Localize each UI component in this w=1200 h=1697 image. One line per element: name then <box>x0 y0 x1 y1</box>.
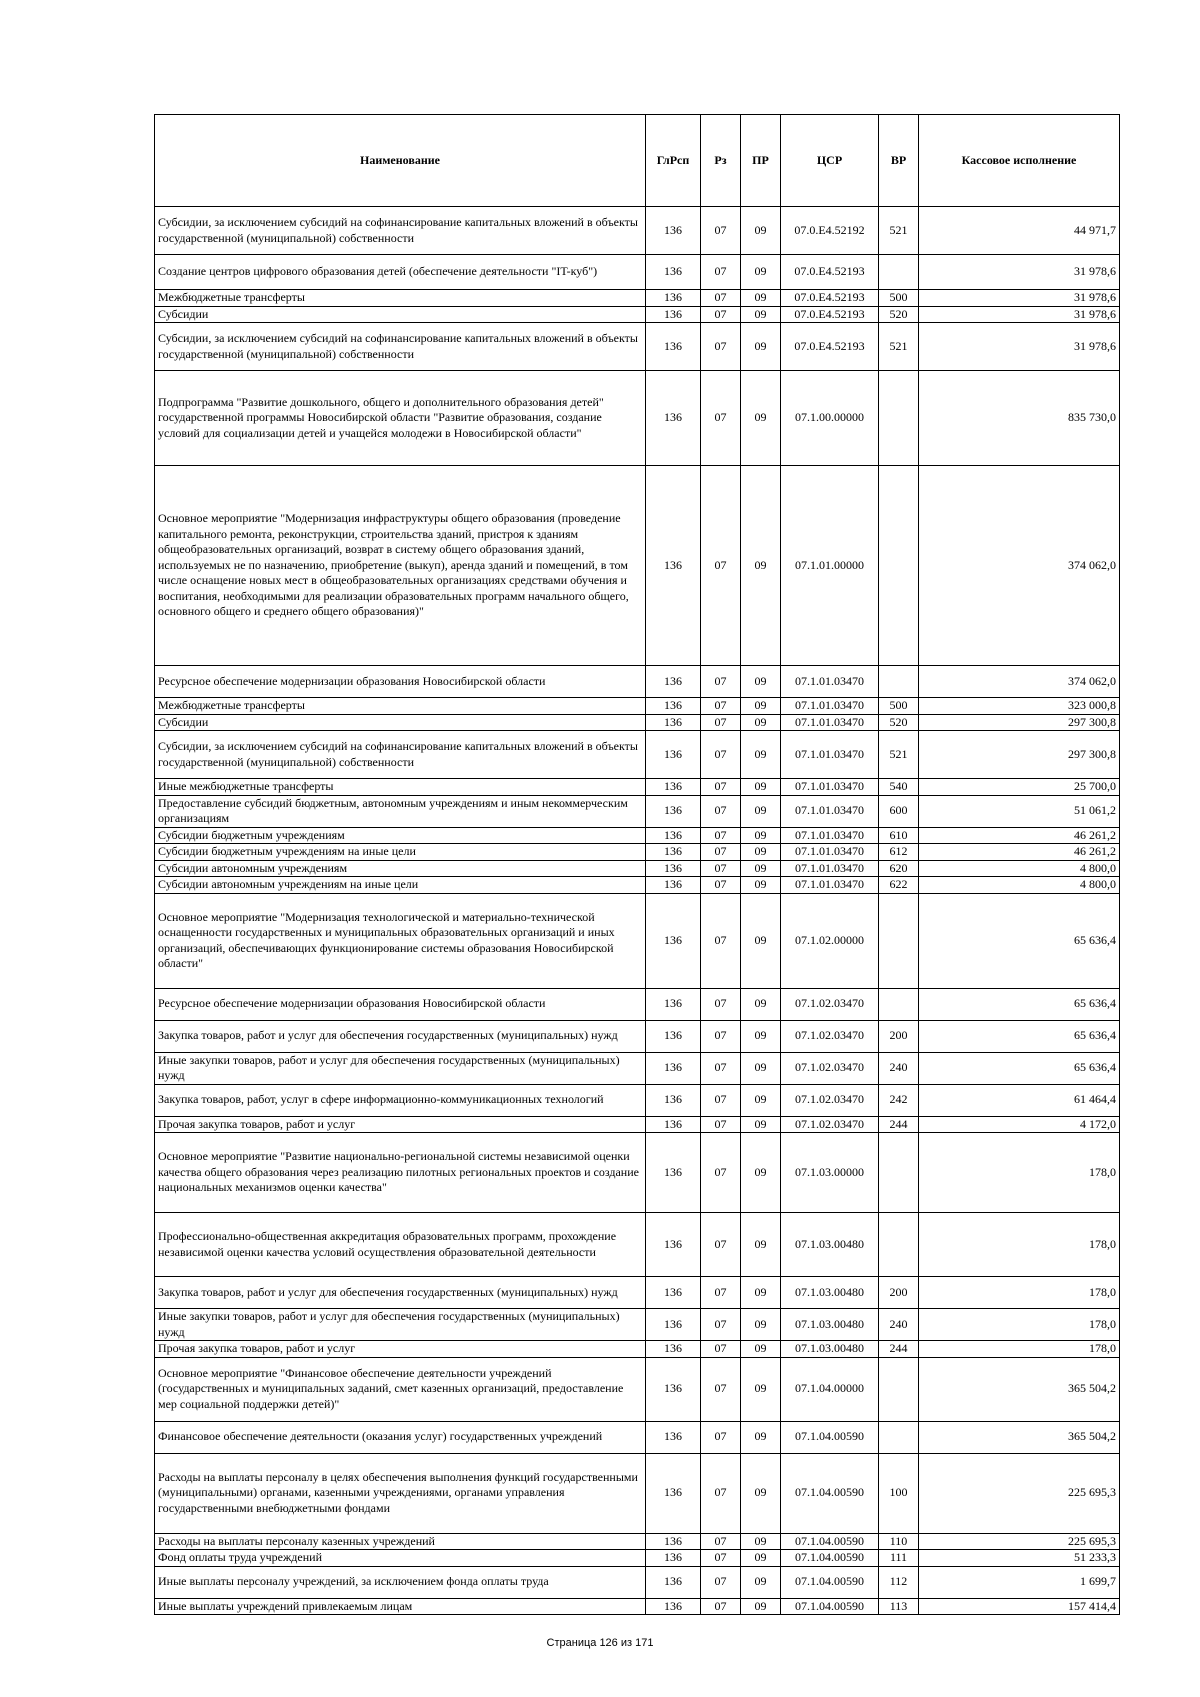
cell-glrsp: 136 <box>646 1357 701 1421</box>
cell-pr: 09 <box>741 698 781 715</box>
cell-pr: 09 <box>741 1357 781 1421</box>
cell-glrsp: 136 <box>646 1598 701 1615</box>
cell-pr: 09 <box>741 779 781 796</box>
cell-name: Расходы на выплаты персоналу казенных учреждений <box>155 1533 646 1550</box>
cell-csr: 07.1.02.03470 <box>781 1052 879 1084</box>
cell-vr: 244 <box>879 1341 919 1358</box>
cell-name: Основное мероприятие "Модернизация технологической и материально-технической оснащенности государственных и муниципальных образовательных организаций и иных организаций, обеспечивающих функционирование системы образования Новосибирской области" <box>155 893 646 988</box>
page-number: Страница 126 из 171 <box>546 1637 654 1649</box>
cell-rz: 07 <box>701 1598 741 1615</box>
table-row <box>155 1052 1120 1084</box>
cell-rz: 07 <box>701 1213 741 1277</box>
cell-amount: 4 172,0 <box>919 1116 1120 1133</box>
cell-vr: 200 <box>879 1020 919 1052</box>
table-row <box>155 323 1120 371</box>
cell-amount: 178,0 <box>919 1213 1120 1277</box>
cell-vr: 521 <box>879 207 919 255</box>
cell-pr: 09 <box>741 1277 781 1309</box>
cell-pr: 09 <box>741 466 781 666</box>
cell-csr: 07.1.01.00000 <box>781 466 879 666</box>
cell-vr: 610 <box>879 827 919 844</box>
cell-glrsp: 136 <box>646 779 701 796</box>
table-row <box>155 207 1120 255</box>
cell-vr <box>879 1213 919 1277</box>
cell-amount: 297 300,8 <box>919 731 1120 779</box>
cell-name: Создание центров цифрового образования детей (обеспечение деятельности "IT-куб") <box>155 255 646 290</box>
cell-amount: 46 261,2 <box>919 827 1120 844</box>
cell-vr <box>879 1357 919 1421</box>
cell-vr <box>879 893 919 988</box>
header-rz: Рз <box>701 115 741 207</box>
cell-vr: 500 <box>879 698 919 715</box>
cell-amount: 374 062,0 <box>919 666 1120 698</box>
cell-csr: 07.1.02.03470 <box>781 1084 879 1116</box>
cell-amount: 65 636,4 <box>919 893 1120 988</box>
cell-pr: 09 <box>741 1598 781 1615</box>
cell-amount: 61 464,4 <box>919 1084 1120 1116</box>
cell-name: Иные выплаты учреждений привлекаемым лицам <box>155 1598 646 1615</box>
cell-name: Прочая закупка товаров, работ и услуг <box>155 1116 646 1133</box>
cell-name: Закупка товаров, работ и услуг для обеспечения государственных (муниципальных) нужд <box>155 1020 646 1052</box>
table-row <box>155 1309 1120 1341</box>
cell-csr: 07.1.01.03470 <box>781 827 879 844</box>
cell-pr: 09 <box>741 1341 781 1358</box>
cell-amount: 31 978,6 <box>919 306 1120 323</box>
cell-csr: 07.1.01.03470 <box>781 714 879 731</box>
cell-rz: 07 <box>701 698 741 715</box>
cell-name: Основное мероприятие "Развитие национально-региональной системы независимой оценки качества общего образования через реализацию пилотных региональных проектов и создание национальных механизмов оценки качества" <box>155 1133 646 1213</box>
cell-rz: 07 <box>701 1566 741 1598</box>
cell-vr: 521 <box>879 323 919 371</box>
cell-csr: 07.1.01.03470 <box>781 666 879 698</box>
cell-name: Закупка товаров, работ и услуг для обеспечения государственных (муниципальных) нужд <box>155 1277 646 1309</box>
cell-vr: 620 <box>879 860 919 877</box>
cell-csr: 07.1.02.03470 <box>781 1020 879 1052</box>
cell-amount: 225 695,3 <box>919 1533 1120 1550</box>
cell-pr: 09 <box>741 666 781 698</box>
cell-name: Иные выплаты персоналу учреждений, за исключением фонда оплаты труда <box>155 1566 646 1598</box>
cell-rz: 07 <box>701 1421 741 1453</box>
cell-glrsp: 136 <box>646 1421 701 1453</box>
cell-glrsp: 136 <box>646 1453 701 1533</box>
cell-rz: 07 <box>701 827 741 844</box>
cell-rz: 07 <box>701 207 741 255</box>
cell-csr: 07.1.01.03470 <box>781 795 879 827</box>
cell-glrsp: 136 <box>646 371 701 466</box>
cell-glrsp: 136 <box>646 988 701 1020</box>
cell-rz: 07 <box>701 1052 741 1084</box>
cell-rz: 07 <box>701 779 741 796</box>
cell-rz: 07 <box>701 893 741 988</box>
cell-amount: 365 504,2 <box>919 1421 1120 1453</box>
cell-amount: 65 636,4 <box>919 1020 1120 1052</box>
cell-pr: 09 <box>741 795 781 827</box>
cell-glrsp: 136 <box>646 893 701 988</box>
cell-pr: 09 <box>741 988 781 1020</box>
cell-rz: 07 <box>701 1277 741 1309</box>
cell-vr: 240 <box>879 1052 919 1084</box>
cell-pr: 09 <box>741 1550 781 1567</box>
cell-name: Иные межбюджетные трансферты <box>155 779 646 796</box>
cell-rz: 07 <box>701 290 741 307</box>
cell-rz: 07 <box>701 666 741 698</box>
table-row <box>155 893 1120 988</box>
table-row <box>155 1453 1120 1533</box>
cell-csr: 07.1.01.03470 <box>781 731 879 779</box>
cell-name: Основное мероприятие "Финансовое обеспечение деятельности учреждений (государственных и муниципальных заданий, смет казенных организаций, предоставление мер социальной поддержки детей)" <box>155 1357 646 1421</box>
cell-name: Ресурсное обеспечение модернизации образования Новосибирской области <box>155 988 646 1020</box>
cell-name: Субсидии <box>155 714 646 731</box>
cell-glrsp: 136 <box>646 1309 701 1341</box>
cell-name: Расходы на выплаты персоналу в целях обеспечения выполнения функций государственными (муниципальными) органами, казенными учреждениями, органами управления государственными внебюджетными фондами <box>155 1453 646 1533</box>
cell-glrsp: 136 <box>646 1084 701 1116</box>
cell-name: Прочая закупка товаров, работ и услуг <box>155 1341 646 1358</box>
cell-rz: 07 <box>701 988 741 1020</box>
cell-rz: 07 <box>701 860 741 877</box>
cell-csr: 07.1.04.00590 <box>781 1453 879 1533</box>
cell-amount: 225 695,3 <box>919 1453 1120 1533</box>
cell-rz: 07 <box>701 877 741 894</box>
cell-glrsp: 136 <box>646 255 701 290</box>
cell-amount: 835 730,0 <box>919 371 1120 466</box>
table-row <box>155 255 1120 290</box>
table-row <box>155 290 1120 307</box>
cell-amount: 51 233,3 <box>919 1550 1120 1567</box>
cell-vr <box>879 371 919 466</box>
cell-name: Ресурсное обеспечение модернизации образования Новосибирской области <box>155 666 646 698</box>
cell-rz: 07 <box>701 1453 741 1533</box>
table-row <box>155 466 1120 666</box>
cell-amount: 178,0 <box>919 1277 1120 1309</box>
cell-glrsp: 136 <box>646 698 701 715</box>
cell-amount: 297 300,8 <box>919 714 1120 731</box>
cell-pr: 09 <box>741 306 781 323</box>
table-row <box>155 1341 1120 1358</box>
cell-vr: 242 <box>879 1084 919 1116</box>
header-glrsp: ГлРсп <box>646 115 701 207</box>
cell-glrsp: 136 <box>646 466 701 666</box>
cell-glrsp: 136 <box>646 1213 701 1277</box>
table-row <box>155 795 1120 827</box>
table-row <box>155 714 1120 731</box>
cell-pr: 09 <box>741 1213 781 1277</box>
cell-csr: 07.1.03.00480 <box>781 1213 879 1277</box>
cell-glrsp: 136 <box>646 306 701 323</box>
cell-name: Основное мероприятие "Модернизация инфраструктуры общего образования (проведение капитального ремонта, реконструкции, строительства зданий, пристроя к зданиям общеобразовательных организаций, возврат в систему общего образования зданий, используемых не по назначению, приобретение (выкуп), аренда зданий и помещений, в том числе оснащение новых мест в общеобразовательных организациях средствами обучения и воспитания, необходимыми для реализации образовательных программ начального общего, основного общего и среднего общего образования)" <box>155 466 646 666</box>
cell-name: Субсидии, за исключением субсидий на софинансирование капитальных вложений в объекты государственной (муниципальной) собственности <box>155 207 646 255</box>
cell-csr: 07.0.E4.52192 <box>781 207 879 255</box>
cell-rz: 07 <box>701 323 741 371</box>
cell-name: Субсидии, за исключением субсидий на софинансирование капитальных вложений в объекты государственной (муниципальной) собственности <box>155 323 646 371</box>
cell-glrsp: 136 <box>646 1533 701 1550</box>
cell-vr: 110 <box>879 1533 919 1550</box>
cell-csr: 07.1.01.03470 <box>781 698 879 715</box>
cell-name: Межбюджетные трансферты <box>155 698 646 715</box>
cell-vr: 244 <box>879 1116 919 1133</box>
cell-glrsp: 136 <box>646 860 701 877</box>
table-row <box>155 860 1120 877</box>
cell-name: Финансовое обеспечение деятельности (оказания услуг) государственных учреждений <box>155 1421 646 1453</box>
cell-pr: 09 <box>741 1116 781 1133</box>
cell-vr: 112 <box>879 1566 919 1598</box>
cell-csr: 07.1.04.00590 <box>781 1598 879 1615</box>
cell-name: Фонд оплаты труда учреждений <box>155 1550 646 1567</box>
cell-csr: 07.1.04.00590 <box>781 1421 879 1453</box>
cell-amount: 1 699,7 <box>919 1566 1120 1598</box>
table-row <box>155 1277 1120 1309</box>
cell-csr: 07.1.04.00590 <box>781 1566 879 1598</box>
cell-pr: 09 <box>741 1533 781 1550</box>
cell-csr: 07.1.03.00000 <box>781 1133 879 1213</box>
cell-csr: 07.1.04.00590 <box>781 1550 879 1567</box>
cell-glrsp: 136 <box>646 795 701 827</box>
cell-vr: 600 <box>879 795 919 827</box>
table-row <box>155 731 1120 779</box>
cell-csr: 07.1.03.00480 <box>781 1309 879 1341</box>
cell-rz: 07 <box>701 1357 741 1421</box>
cell-vr <box>879 466 919 666</box>
cell-pr: 09 <box>741 207 781 255</box>
cell-rz: 07 <box>701 1550 741 1567</box>
cell-glrsp: 136 <box>646 844 701 861</box>
cell-vr <box>879 1421 919 1453</box>
cell-glrsp: 136 <box>646 290 701 307</box>
cell-rz: 07 <box>701 371 741 466</box>
cell-pr: 09 <box>741 1453 781 1533</box>
cell-glrsp: 136 <box>646 1566 701 1598</box>
header-pr: ПР <box>741 115 781 207</box>
cell-rz: 07 <box>701 714 741 731</box>
cell-name: Субсидии бюджетным учреждениям <box>155 827 646 844</box>
cell-vr: 111 <box>879 1550 919 1567</box>
table-row <box>155 666 1120 698</box>
cell-glrsp: 136 <box>646 1133 701 1213</box>
cell-csr: 07.0.E4.52193 <box>781 255 879 290</box>
header-name: Наименование <box>155 115 646 207</box>
header-csr: ЦСР <box>781 115 879 207</box>
cell-rz: 07 <box>701 1084 741 1116</box>
cell-pr: 09 <box>741 731 781 779</box>
table-row <box>155 1020 1120 1052</box>
cell-name: Субсидии автономным учреждениям <box>155 860 646 877</box>
cell-glrsp: 136 <box>646 1052 701 1084</box>
cell-csr: 07.1.00.00000 <box>781 371 879 466</box>
cell-pr: 09 <box>741 877 781 894</box>
cell-rz: 07 <box>701 1533 741 1550</box>
table-row <box>155 1550 1120 1567</box>
cell-name: Субсидии, за исключением субсидий на софинансирование капитальных вложений в объекты государственной (муниципальной) собственности <box>155 731 646 779</box>
table-row <box>155 306 1120 323</box>
cell-amount: 44 971,7 <box>919 207 1120 255</box>
cell-glrsp: 136 <box>646 827 701 844</box>
cell-name: Субсидии <box>155 306 646 323</box>
cell-name: Межбюджетные трансферты <box>155 290 646 307</box>
cell-name: Предоставление субсидий бюджетным, автономным учреждениям и иным некоммерческим организациям <box>155 795 646 827</box>
cell-rz: 07 <box>701 1341 741 1358</box>
cell-csr: 07.1.02.03470 <box>781 1116 879 1133</box>
table-row <box>155 1357 1120 1421</box>
budget-table <box>154 114 1120 1615</box>
cell-amount: 157 414,4 <box>919 1598 1120 1615</box>
cell-vr <box>879 255 919 290</box>
cell-name: Иные закупки товаров, работ и услуг для обеспечения государственных (муниципальных) нужд <box>155 1309 646 1341</box>
table-row <box>155 1116 1120 1133</box>
cell-glrsp: 136 <box>646 323 701 371</box>
cell-amount: 65 636,4 <box>919 1052 1120 1084</box>
cell-name: Субсидии бюджетным учреждениям на иные цели <box>155 844 646 861</box>
cell-csr: 07.1.03.00480 <box>781 1341 879 1358</box>
table-row <box>155 1566 1120 1598</box>
cell-amount: 25 700,0 <box>919 779 1120 796</box>
cell-vr: 100 <box>879 1453 919 1533</box>
cell-amount: 178,0 <box>919 1309 1120 1341</box>
cell-glrsp: 136 <box>646 1277 701 1309</box>
cell-glrsp: 136 <box>646 877 701 894</box>
table-row <box>155 698 1120 715</box>
cell-vr: 520 <box>879 306 919 323</box>
cell-pr: 09 <box>741 893 781 988</box>
cell-rz: 07 <box>701 255 741 290</box>
cell-csr: 07.1.01.03470 <box>781 779 879 796</box>
cell-vr <box>879 666 919 698</box>
cell-amount: 46 261,2 <box>919 844 1120 861</box>
cell-pr: 09 <box>741 323 781 371</box>
cell-name: Подпрограмма "Развитие дошкольного, общего и дополнительного образования детей" государственной программы Новосибирской области "Развитие образования, создание условий для социализации детей и учащейся молодежи в Новосибирской области" <box>155 371 646 466</box>
cell-glrsp: 136 <box>646 1020 701 1052</box>
table-row <box>155 827 1120 844</box>
cell-amount: 323 000,8 <box>919 698 1120 715</box>
cell-name: Иные закупки товаров, работ и услуг для обеспечения государственных (муниципальных) нужд <box>155 1052 646 1084</box>
cell-glrsp: 136 <box>646 207 701 255</box>
cell-vr <box>879 988 919 1020</box>
cell-glrsp: 136 <box>646 714 701 731</box>
cell-pr: 09 <box>741 1566 781 1598</box>
cell-glrsp: 136 <box>646 666 701 698</box>
header-amount: Кассовое исполнение <box>919 115 1120 207</box>
cell-vr: 113 <box>879 1598 919 1615</box>
table-row <box>155 371 1120 466</box>
cell-rz: 07 <box>701 844 741 861</box>
table-row <box>155 1533 1120 1550</box>
cell-csr: 07.1.02.03470 <box>781 988 879 1020</box>
table-row <box>155 844 1120 861</box>
cell-pr: 09 <box>741 255 781 290</box>
cell-amount: 365 504,2 <box>919 1357 1120 1421</box>
table-row <box>155 988 1120 1020</box>
cell-amount: 4 800,0 <box>919 877 1120 894</box>
cell-name: Субсидии автономным учреждениям на иные цели <box>155 877 646 894</box>
table-row <box>155 1213 1120 1277</box>
cell-pr: 09 <box>741 827 781 844</box>
cell-csr: 07.0.E4.52193 <box>781 306 879 323</box>
cell-csr: 07.1.03.00480 <box>781 1277 879 1309</box>
cell-name: Закупка товаров, работ, услуг в сфере информационно-коммуникационных технологий <box>155 1084 646 1116</box>
table-header-row <box>155 115 1120 207</box>
cell-pr: 09 <box>741 1020 781 1052</box>
cell-glrsp: 136 <box>646 731 701 779</box>
cell-vr: 540 <box>879 779 919 796</box>
cell-name: Профессионально-общественная аккредитация образовательных программ, прохождение независимой оценки качества условий осуществления образовательной деятельности <box>155 1213 646 1277</box>
cell-rz: 07 <box>701 1116 741 1133</box>
cell-pr: 09 <box>741 1052 781 1084</box>
cell-rz: 07 <box>701 795 741 827</box>
cell-pr: 09 <box>741 1133 781 1213</box>
cell-pr: 09 <box>741 371 781 466</box>
cell-amount: 31 978,6 <box>919 290 1120 307</box>
cell-vr <box>879 1133 919 1213</box>
cell-csr: 07.1.01.03470 <box>781 844 879 861</box>
cell-amount: 178,0 <box>919 1133 1120 1213</box>
table-row <box>155 1084 1120 1116</box>
cell-vr: 622 <box>879 877 919 894</box>
cell-rz: 07 <box>701 1133 741 1213</box>
header-vr: ВР <box>879 115 919 207</box>
cell-vr: 520 <box>879 714 919 731</box>
table-row <box>155 1421 1120 1453</box>
cell-pr: 09 <box>741 844 781 861</box>
cell-vr: 521 <box>879 731 919 779</box>
cell-rz: 07 <box>701 1309 741 1341</box>
cell-csr: 07.0.E4.52193 <box>781 290 879 307</box>
cell-rz: 07 <box>701 466 741 666</box>
cell-pr: 09 <box>741 1421 781 1453</box>
table-row <box>155 1133 1120 1213</box>
table-row <box>155 779 1120 796</box>
cell-vr: 500 <box>879 290 919 307</box>
cell-pr: 09 <box>741 1309 781 1341</box>
cell-vr: 240 <box>879 1309 919 1341</box>
cell-amount: 374 062,0 <box>919 466 1120 666</box>
cell-glrsp: 136 <box>646 1116 701 1133</box>
cell-amount: 4 800,0 <box>919 860 1120 877</box>
cell-glrsp: 136 <box>646 1550 701 1567</box>
cell-amount: 178,0 <box>919 1341 1120 1358</box>
cell-amount: 65 636,4 <box>919 988 1120 1020</box>
cell-csr: 07.1.01.03470 <box>781 860 879 877</box>
cell-pr: 09 <box>741 714 781 731</box>
cell-pr: 09 <box>741 860 781 877</box>
cell-pr: 09 <box>741 1084 781 1116</box>
cell-rz: 07 <box>701 731 741 779</box>
cell-vr: 612 <box>879 844 919 861</box>
cell-csr: 07.1.04.00000 <box>781 1357 879 1421</box>
cell-csr: 07.1.01.03470 <box>781 877 879 894</box>
cell-csr: 07.1.02.00000 <box>781 893 879 988</box>
cell-csr: 07.1.04.00590 <box>781 1533 879 1550</box>
cell-rz: 07 <box>701 1020 741 1052</box>
cell-amount: 31 978,6 <box>919 323 1120 371</box>
cell-amount: 31 978,6 <box>919 255 1120 290</box>
cell-rz: 07 <box>701 306 741 323</box>
cell-csr: 07.0.E4.52193 <box>781 323 879 371</box>
table-body <box>155 207 1120 1615</box>
cell-glrsp: 136 <box>646 1341 701 1358</box>
cell-amount: 51 061,2 <box>919 795 1120 827</box>
cell-pr: 09 <box>741 290 781 307</box>
table-row <box>155 1598 1120 1615</box>
table-row <box>155 877 1120 894</box>
cell-vr: 200 <box>879 1277 919 1309</box>
